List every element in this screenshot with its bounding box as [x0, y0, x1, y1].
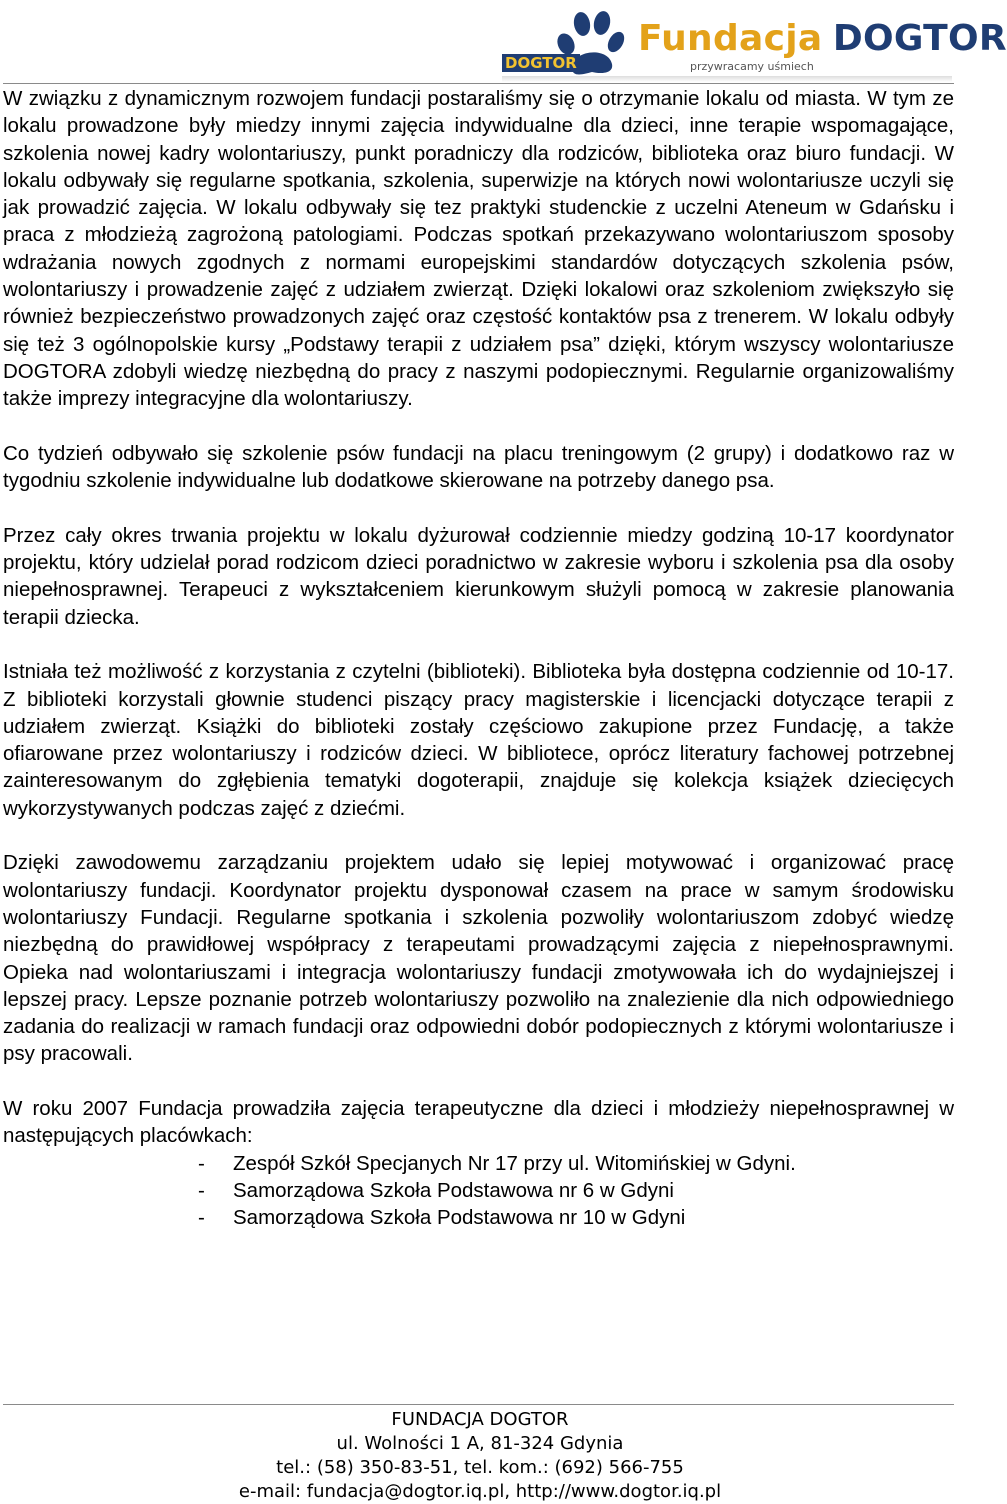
- foundation-logo: [502, 10, 1007, 82]
- logo-tagline: przywracamy uśmiech: [690, 60, 814, 73]
- footer-org-name: FUNDACJA DOGTOR: [391, 1409, 569, 1430]
- list-item: [3, 1150, 954, 1177]
- footer-contact[interactable]: e-mail: fundacja@dogtor.iq.pl, http://www.dogtor.iq.pl: [238, 1481, 722, 1502]
- paragraph-volunteers: Dzięki zawodowemu zarządzaniu projektem udało się lepiej motywować i organizować pracę wolontariuszy fundacji. Koordynator projektu dysponował czasem na prace w samym środowisku wolontariuszy Fundacji. Regularne spotkania i szkolenia pozwoliły wolontariuszom zdobyć wiedzę niezbędną do prawidłowej współpracy z terapeutami prowadzącymi zajęcia z niepełnosprawnymi. Opieka nad wolontariuszami i integracja wolontariuszy fundacji zmotywowała ich do wydajniejszej i lepszej pracy. Lepsze poznanie potrzeb wolontariuszy pozwoliło na znalezienie dla nich odpowiedniego zadania do realizacji w ramach fundacji oraz odpowiedni dobór podopiecznych z którymi wolontariusze i psy pracowali.: [3, 851, 954, 1066]
- list-bullet: -: [198, 1151, 205, 1175]
- logo-shadow: [502, 76, 952, 82]
- list-item: [3, 1204, 954, 1231]
- paragraph-premises: W związku z dynamicznym rozwojem fundacji postaraliśmy się o otrzymanie lokalu od miasta. W tym ze lokalu prowadzone były miedzy innymi zajęcia indywidualne dla dzieci, inne terapie wspomagające, szkolenia nowej kadry wolontariuszy, punkt poradniczy dla rodziców, biblioteka oraz biuro fundacji. W lokalu odbywały się regularne spotkania, szkolenia, superwizje na których nowi wolontariusze uczyli się jak prowadzić zajęcia. W lokalu odbywały się tez praktyki studenckie z uczelni Ateneum w Gdańsku i praca z młodzieżą zagrożoną patologiami. Podczas spotkań przekazywano wolontariuszom sposoby wdrażania nowych zgodnych z normami europejskimi standardów dotyczących szkolenia psów, wolontariuszy i prowadzenie zajęć z udziałem zwierząt. Dzięki lokalowi oraz szkoleniom zwiększyło się również bezpieczeństwo prowadzonych zajęć oraz częstość kontaktów psa z trenerem. W lokalu odbyły się też 3 ogólnopolskie kursy „Podstawy terapii z udziałem psa” dzięki, którym wszyscy wolontariusze DOGTORA zdobyli wiedzę niezbędną do pracy z naszymi podopiecznymi. Regularnie organizowaliśmy także imprezy integracyjne dla wolontariuszy.: [3, 87, 954, 411]
- logo-name: [638, 18, 1007, 59]
- paragraph-facilities-intro: W roku 2007 Fundacja prowadziła zajęcia terapeutyczne dla dzieci i młodzieży niepełnosprawnej w następujących placówkach:: [3, 1096, 954, 1148]
- list-bullet: -: [198, 1206, 205, 1230]
- document-body: [3, 85, 954, 1231]
- footer-address: ul. Wolności 1 A, 81-324 Gdynia: [336, 1433, 624, 1454]
- list-item-text: Samorządowa Szkoła Podstawowa nr 6 w Gdyni: [233, 1178, 674, 1202]
- facilities-list: [3, 1150, 954, 1232]
- list-bullet: -: [198, 1178, 205, 1202]
- paragraph-coordinator: Przez cały okres trwania projektu w lokalu dyżurował codziennie miedzy godziną 10-17 koordynator projektu, który udzielał porad rodzicom dzieci poradnictwo w zakresie wyboru i szkolenia psa dla osoby niepełnosprawnej. Terapeuci z wykształceniem kierunkowym służyli pomocą w zakresie planowania terapii dziecka.: [3, 523, 954, 629]
- list-item: [3, 1177, 954, 1204]
- header-divider: [3, 83, 954, 84]
- footer-divider: [3, 1404, 954, 1405]
- logo-name-part2: DOGTOR: [832, 18, 1007, 59]
- footer-phones: tel.: (58) 350-83-51, tel. kom.: (692) 566-755: [276, 1457, 684, 1478]
- logo-badge: DOGTOR: [502, 54, 580, 72]
- paragraph-library: Istniała też możliwość z korzystania z czytelni (biblioteki). Biblioteka była dostępna codziennie od 10-17. Z biblioteki korzystali głownie studenci piszący pracy magisterskie i licencjacki dotyczące terapii z udziałem zwierząt. Książki do biblioteki zostały częściowo zakupione przez Fundację, a także ofiarowane przez wolontariuszy i rodziców dzieci. W bibliotece, oprócz literatury fachowej potrzebnej zainteresowanym do zgłębienia tematyki dogoterapii, znajduje się kolekcja książek dziecięcych wykorzystywanych podczas zajęć z dziećmi.: [3, 660, 954, 820]
- footer: [0, 1408, 960, 1504]
- logo-name-part1: Fundacja: [638, 18, 823, 59]
- list-item-text: Samorządowa Szkoła Podstawowa nr 10 w Gdyni: [233, 1206, 686, 1230]
- paragraph-dog-training: Co tydzień odbywało się szkolenie psów fundacji na placu treningowym (2 grupy) i dodatkowo raz w tygodniu szkolenie indywidualne lub dodatkowe skierowane na potrzeby danego psa.: [3, 441, 954, 493]
- list-item-text: Zespół Szkół Specjanych Nr 17 przy ul. Witomińskiej w Gdyni.: [233, 1151, 796, 1175]
